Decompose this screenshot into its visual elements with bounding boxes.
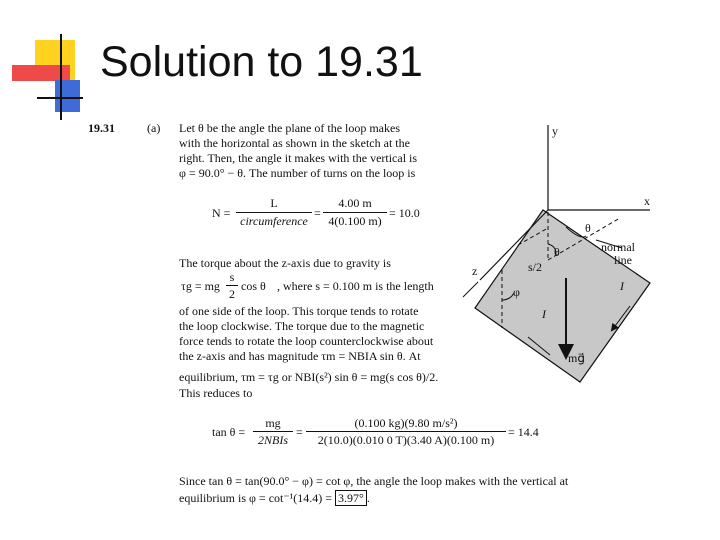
- intro-line: right. Then, the angle it makes with the vertical is: [179, 151, 418, 165]
- current-loop: [475, 210, 650, 382]
- torque-eq-frac-den: 2: [229, 287, 235, 301]
- tan-eq-frac2-num: (0.100 kg)(9.80 m/s²): [354, 416, 458, 430]
- theta-label-1: θ: [585, 221, 591, 235]
- current-label-2: I: [542, 307, 546, 321]
- z-axis-extension: [463, 282, 478, 297]
- half-side-label: s/2: [528, 260, 543, 274]
- x-axis-label: x: [644, 194, 650, 208]
- tan-eq-frac1-num: mg: [265, 416, 281, 430]
- body-line: force tends to rotate the loop counterclockwise about: [179, 334, 434, 348]
- body-line: equilibrium, τm = τg or NBI(s²) sin θ = mg(s cos θ)/2.: [179, 370, 439, 384]
- body-line: of one side of the loop. This torque tends to rotate: [179, 304, 419, 318]
- torque-intro: The torque about the z-axis due to gravity is: [179, 256, 391, 270]
- tan-eq-frac1-den: 2NBIs: [258, 433, 288, 447]
- slide-title: Solution to 19.31: [100, 38, 423, 86]
- y-axis-label: y: [552, 124, 558, 138]
- torque-eq-lhs: τg = mg: [181, 279, 220, 293]
- torque-eq-where: , where s = 0.100 m is the length: [277, 279, 434, 293]
- phi-label: φ: [513, 285, 520, 299]
- theta-label-2: θ: [554, 245, 560, 259]
- intro-line: Let θ be the angle the plane of the loop makes: [179, 121, 401, 135]
- eq-turns-result: = 10.0: [389, 206, 420, 220]
- torque-eq-tail: cos θ: [241, 279, 266, 293]
- tan-eq-mid: =: [296, 425, 303, 439]
- tan-eq-frac2-den: 2(10.0)(0.010 0 T)(3.40 A)(0.100 m): [317, 433, 495, 447]
- normal-line-label-1: normal: [601, 240, 635, 254]
- torque-eq-frac-num: s: [229, 270, 235, 284]
- body-line: This reduces to: [179, 386, 253, 400]
- normal-line-label-2: line: [614, 253, 632, 267]
- answer-box: 3.97°: [335, 490, 367, 506]
- eq-turns-frac2-den: 4(0.100 m): [328, 214, 382, 228]
- weight-label: mg⃗: [568, 351, 585, 365]
- eq-turns-frac1-num: L: [270, 196, 278, 210]
- intro-line: with the horizontal as shown in the sketch at the: [179, 136, 410, 150]
- body-line: the z-axis and has magnitude τm = NBIA sin θ. At: [179, 349, 421, 363]
- eq-turns-mid: =: [314, 206, 321, 220]
- intro-line: φ = 90.0° − θ. The number of turns on the loop is: [179, 166, 416, 180]
- part-label: (a): [147, 121, 161, 135]
- problem-number: 19.31: [88, 121, 115, 135]
- body-line: the loop clockwise. The torque due to the magnetic: [179, 319, 425, 333]
- tan-eq-result: = 14.4: [508, 425, 539, 439]
- eq-turns-lhs: N =: [212, 206, 231, 220]
- conclusion-text: equilibrium is φ = cot⁻¹(14.4) =: [179, 491, 333, 505]
- conclusion-line: Since tan θ = tan(90.0° − φ) = cot φ, the angle the loop makes with the vertical at: [179, 474, 569, 488]
- z-axis-label: z: [472, 264, 478, 278]
- answer-period: .: [366, 491, 370, 505]
- current-label-1: I: [620, 279, 624, 293]
- eq-turns-frac1-den: circumference: [240, 214, 308, 228]
- eq-turns-frac2-num: 4.00 m: [338, 196, 372, 210]
- tan-eq-lhs: tan θ =: [212, 425, 246, 439]
